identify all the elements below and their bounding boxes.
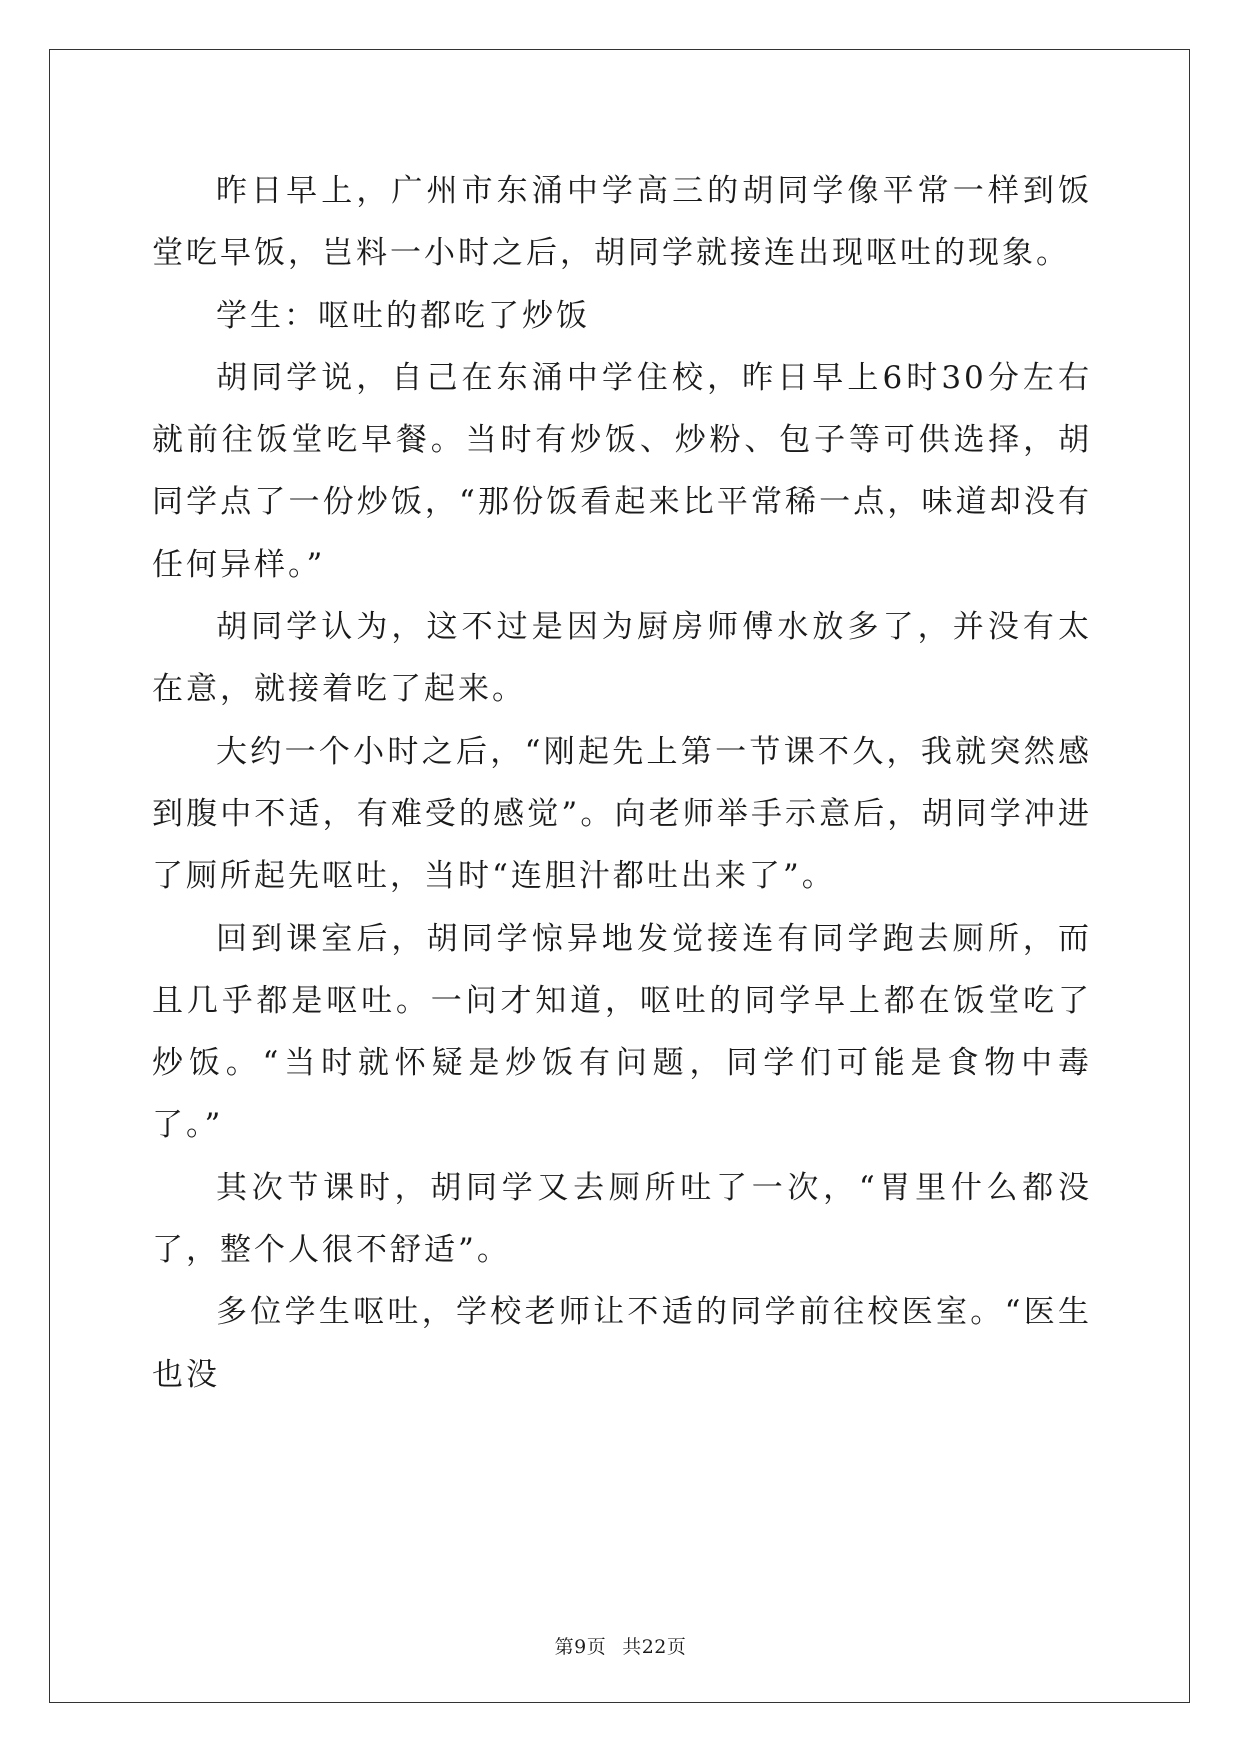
page-total: 共22页 [622,1636,687,1658]
paragraph: 昨日早上，广州市东涌中学高三的胡同学像平常一样到饭堂吃早饭，岂料一小时之后，胡同学就接连出现呕吐的现象。 [152,173,1092,272]
paragraph-heading: 学生：呕吐的都吃了炒饭 [216,297,590,334]
document-body [152,160,1092,1406]
paragraph: 多位学生呕吐，学校老师让不适的同学前往校医室。“医生也没 [152,1294,1092,1393]
page-footer [0,1632,1241,1659]
paragraph: 其次节课时，胡同学又去厕所吐了一次，“胃里什么都没了，整个人很不舒适”。 [152,1169,1092,1269]
paragraph: 胡同学认为，这不过是因为厨房师傅水放多了，并没有太在意，就接着吃了起来。 [152,609,1092,708]
page-number: 第9页 [554,1636,607,1658]
paragraph: 大约一个小时之后，“刚起先上第一节课不久，我就突然感到腹中不适，有难受的感觉”。向老师举手示意后，胡同学冲进了厕所起先呕吐，当时“连胆汁都吐出来了”。 [152,733,1092,895]
paragraph: 胡同学说，自己在东涌中学住校，昨日早上6时30分左右就前往饭堂吃早餐。当时有炒饭、炒粉、包子等可供选择，胡同学点了一份炒饭，“那份饭看起来比平常稀一点，味道却没有任何异样。” [152,359,1092,583]
paragraph: 回到课室后，胡同学惊异地发觉接连有同学跑去厕所，而且几乎都是呕吐。一问才知道，呕吐的同学早上都在饭堂吃了炒饭。“当时就怀疑是炒饭有问题，同学们可能是食物中毒了。” [152,920,1092,1144]
